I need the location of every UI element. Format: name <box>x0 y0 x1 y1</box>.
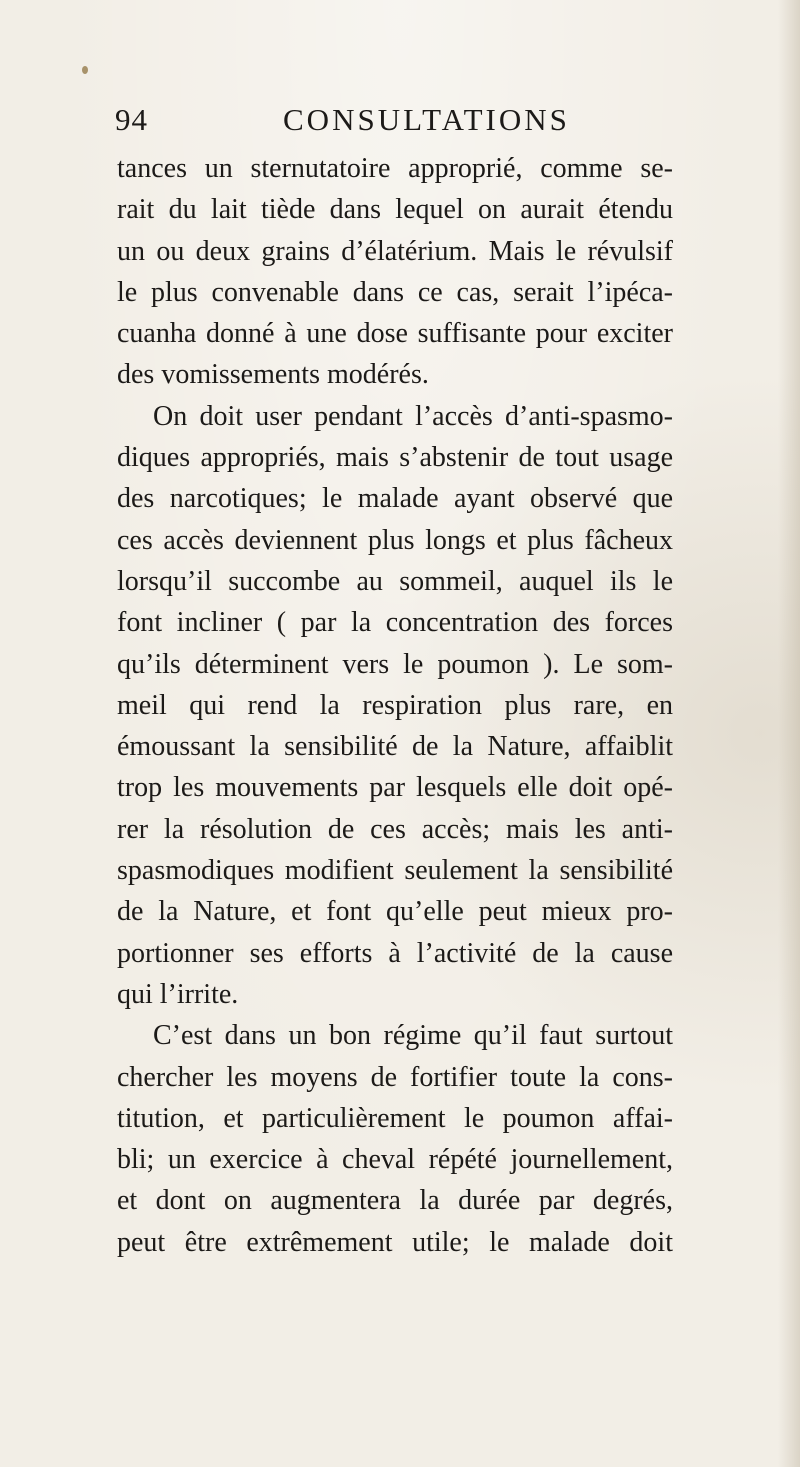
page-edge-shadow <box>778 0 800 1467</box>
text-line: rer la résolution de ces accès; mais les anti- <box>117 813 673 845</box>
text-line: le plus convenable dans ce cas, serait l’ipéca- <box>117 276 673 308</box>
running-title: CONSULTATIONS <box>283 102 570 137</box>
text-line: titution, et particulièrement le poumon affai- <box>117 1102 673 1134</box>
page-header <box>115 102 675 146</box>
paragraph-start-line: On doit user pendant l’accès d’anti-spasmo- <box>153 400 673 432</box>
text-line: rait du lait tiède dans lequel on aurait étendu <box>117 194 673 226</box>
text-line: peut être extrêmement utile; le malade doit <box>117 1226 673 1258</box>
page-number: 94 <box>115 102 148 137</box>
paragraph-start-line: C’est dans un bon régime qu’il faut surtout <box>153 1020 673 1052</box>
body-text <box>117 148 673 1263</box>
text-line: et dont on augmentera la durée par degrés, <box>117 1185 673 1217</box>
text-line: ces accès deviennent plus longs et plus fâcheux <box>117 524 673 556</box>
text-line: lorsqu’il succombe au sommeil, auquel ils le <box>117 565 673 597</box>
text-line: meil qui rend la respiration plus rare, en <box>117 689 673 721</box>
text-line: émoussant la sensibilité de la Nature, affaiblit <box>117 731 673 763</box>
text-line: des narcotiques; le malade ayant observé que <box>117 483 673 515</box>
paragraph-end-line: qui l’irrite. <box>117 978 239 1010</box>
text-line: tances un sternutatoire approprié, comme se- <box>117 153 673 184</box>
paragraph-end-line: des vomissements modérés. <box>117 359 429 391</box>
text-line: diques appropriés, mais s’abstenir de tout usage <box>117 442 673 474</box>
text-line: de la Nature, et font qu’elle peut mieux pro- <box>117 896 673 928</box>
text-line: cuanha donné à une dose suffisante pour exciter <box>117 318 673 350</box>
text-line: trop les mouvements par lesquels elle doit opé- <box>117 772 673 804</box>
text-line: un ou deux grains d’élatérium. Mais le révulsif <box>117 235 673 267</box>
ink-speck <box>82 66 88 74</box>
text-line: chercher les moyens de fortifier toute la cons- <box>117 1061 673 1093</box>
text-line: qu’ils déterminent vers le poumon ). Le som- <box>117 648 673 680</box>
text-line: font incliner ( par la concentration des forces <box>117 607 673 639</box>
text-line: spasmodiques modifient seulement la sensibilité <box>117 855 673 887</box>
text-line: bli; un exercice à cheval répété journellement, <box>117 1144 673 1176</box>
text-line: portionner ses efforts à l’activité de la cause <box>117 937 673 969</box>
